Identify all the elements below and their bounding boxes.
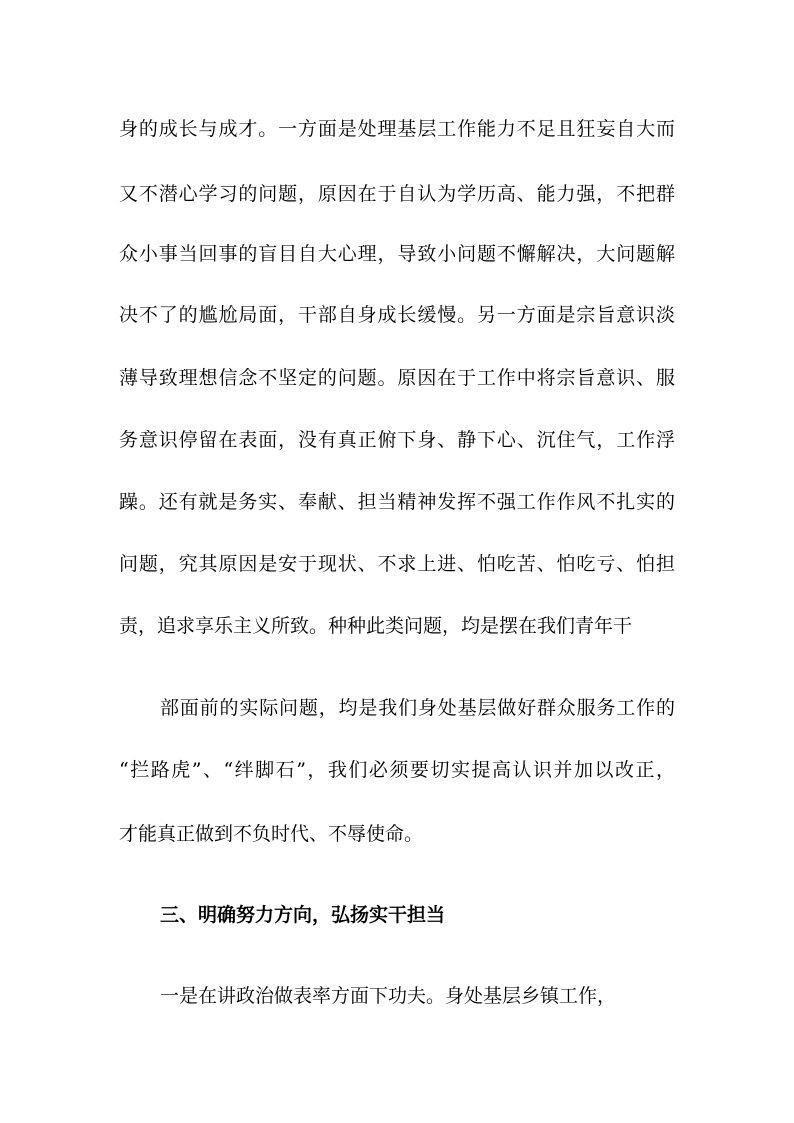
paragraph-line: 薄导致理想信念不坚定的问题。原因在于工作中将宗旨意识、服	[119, 367, 675, 389]
paragraph-line: 问题，究其原因是安于现状、不求上进、怕吃苦、怕吃亏、怕担	[119, 553, 675, 575]
paragraph-line: 务意识停留在表面，没有真正俯下身、静下心、沉住气，工作浮	[119, 429, 675, 451]
paragraph-line: 部面前的实际问题，均是我们身处基层做好群众服务工作的	[160, 697, 675, 719]
paragraph-line: 决不了的尴尬局面，干部自身成长缓慢。另一方面是宗旨意识淡	[119, 304, 675, 326]
paragraph-line: 责，追求享乐主义所致。种种此类问题，均是摆在我们青年干	[119, 615, 633, 637]
paragraph-line: 众小事当回事的盲目自大心理，导致小问题不懈解决，大问题解	[119, 243, 675, 265]
paragraph-line: 身的成长与成才。一方面是处理基层工作能力不足且狂妄自大而	[119, 118, 675, 140]
paragraph-line: 躁。还有就是务实、奉献、担当精神发挥不强工作作风不扎实的	[119, 491, 675, 513]
section-heading: 三、明确努力方向，弘扬实干担当	[160, 904, 446, 926]
paragraph-line: 才能真正做到不负时代、不辱使命。	[119, 823, 424, 845]
paragraph-line: 一是在讲政治做表率方面下功夫。身处基层乡镇工作，	[160, 985, 617, 1007]
paragraph-line: 又不潜心学习的问题，原因在于自认为学历高、能力强，不把群	[119, 183, 675, 205]
paragraph-line: “拦路虎”、“绊脚石”，我们必须要切实提高认识并加以改正，	[119, 759, 675, 781]
